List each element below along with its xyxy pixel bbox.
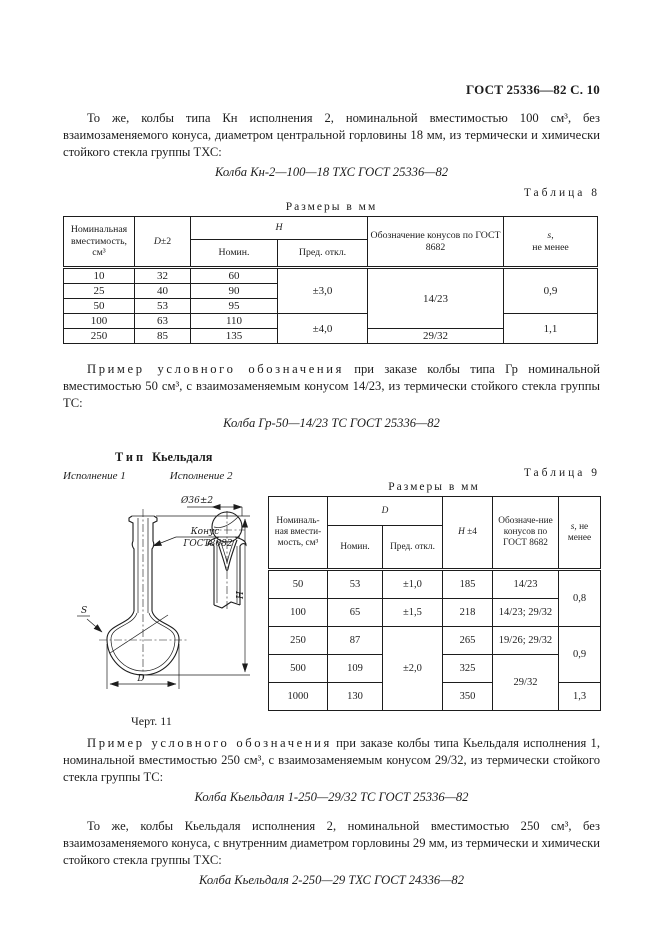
dim-d-label: D (137, 674, 145, 684)
cell-capacity: 1000 (269, 683, 328, 711)
paragraph-example-gr (63, 361, 600, 412)
cell-capacity: 250 (269, 627, 328, 655)
execution-2-label: Исполнение 2 (169, 470, 233, 482)
table9-row (269, 627, 601, 655)
cell-cone: 19/26; 29/32 (493, 627, 559, 655)
cell-h-deviation: ±4,0 (278, 314, 368, 344)
column-header-cone: Обозначение конусов по ГОСТ 8682 (368, 217, 504, 268)
cell-cone: 29/32 (368, 329, 504, 344)
table8-row (64, 314, 598, 329)
figure-column (63, 450, 268, 729)
table8-units-label: Размеры в мм (285, 201, 378, 213)
cone-note-line1: Конус (190, 527, 220, 537)
cell-h: 218 (443, 599, 493, 627)
cell-cone: 14/23; 29/32 (493, 599, 559, 627)
cell-d: 53 (135, 299, 191, 314)
table9-column (268, 450, 600, 729)
cone-note-line2: ГОСТ8682 (183, 539, 233, 549)
cell-h: 110 (191, 314, 278, 329)
example-designation-1: Колба Кн-2—100—18 ТХС ГОСТ 25336—82 (214, 165, 449, 179)
paragraph-kjeldahl-2 (63, 818, 600, 869)
execution-1-label: Исполнение 1 (63, 470, 126, 482)
dim-s-label: S (81, 606, 88, 616)
dim-h-label: H (236, 591, 246, 599)
cell-capacity: 50 (64, 299, 135, 314)
cell-capacity: 25 (64, 284, 135, 299)
table9-row (269, 599, 601, 627)
column-header-d-deviation: Пред. откл. (383, 526, 443, 570)
cell-h: 185 (443, 570, 493, 599)
column-header-d: D±2 (135, 217, 191, 268)
cell-d: 63 (135, 314, 191, 329)
cell-d-deviation: ±1,5 (383, 599, 443, 627)
table9-units-label: Размеры в мм (388, 481, 480, 493)
cell-capacity: 500 (269, 655, 328, 683)
column-header-d: D (328, 497, 443, 526)
dimension-s (77, 606, 102, 632)
cell-s: 0,9 (559, 627, 601, 683)
spaced-lead-text: Пример условного обозначения (87, 736, 332, 750)
table8-row (64, 268, 598, 284)
example-designation-3: Колба Кьельдаля 1-250—29/32 ТС ГОСТ 25336—82 (194, 790, 469, 804)
table9-label: Таблица 9 (523, 467, 600, 479)
example-designation-4: Колба Кьельдаля 2-250—29 ТХС ГОСТ 24336—82 (198, 873, 465, 887)
figure-type-heading: Тип Кьельдаля (115, 450, 213, 464)
execution-labels (63, 469, 268, 483)
column-header-capacity: Номиналь-ная вмести-мость, см³ (269, 497, 328, 570)
cell-d-nominal: 130 (328, 683, 383, 711)
cell-h: 325 (443, 655, 493, 683)
column-header-s: s, не менее (504, 217, 598, 268)
column-header-cone: Обозначе-ние конусов по ГОСТ 8682 (493, 497, 559, 570)
figure-and-table9-section (63, 450, 600, 729)
cell-d-deviation: ±1,0 (383, 570, 443, 599)
cell-capacity: 10 (64, 268, 135, 284)
cell-h: 135 (191, 329, 278, 344)
cell-d-nominal: 87 (328, 627, 383, 655)
column-header-s: s, не менее (559, 497, 601, 570)
cell-d: 40 (135, 284, 191, 299)
paragraph-example-kjeldahl (63, 735, 600, 786)
column-header-h-deviation: Пред. откл. (278, 240, 368, 268)
cell-cone: 14/23 (493, 570, 559, 599)
cell-d-nominal: 65 (328, 599, 383, 627)
paragraph-text: То же, колбы типа Кн исполнения 2, номинальной вместимостью 100 см³, без взаимозаменяемого конуса, диаметром центральной горловины 18 мм, из термически и химически стойкого стекла группы ТХС: (63, 111, 600, 159)
cell-s: 1,1 (504, 314, 598, 344)
paragraph-kn-flask (63, 110, 600, 161)
cell-capacity: 100 (64, 314, 135, 329)
cell-s: 1,3 (559, 683, 601, 711)
dim-diameter-label: Ø36±2 (181, 496, 214, 506)
table8-label: Таблица 8 (523, 187, 600, 199)
column-header-h-nominal: Номин. (191, 240, 278, 268)
dimensions-table-9 (268, 496, 601, 711)
cell-capacity: 250 (64, 329, 135, 344)
cell-capacity: 100 (269, 599, 328, 627)
cell-d-nominal: 109 (328, 655, 383, 683)
cell-h-deviation: ±3,0 (278, 268, 368, 314)
paragraph-text: То же, колбы Кьельдаля исполнения 2, номинальной вместимостью 250 см³, без взаимозаменяемого конуса, с внутренним диаметром горловины 29 мм, из термически и химически стойкого стекла группы ТХС: (63, 819, 600, 867)
dimensions-table-8 (63, 216, 598, 344)
cell-d-deviation: ±2,0 (383, 627, 443, 711)
paragraph-text: при заказе колбы типа Гр номинальной вместимостью 50 см³, с взаимозаменяемым конусом 14/23, из термически стойкого стекла группы ТС: (63, 362, 600, 410)
figure-caption: Черт. 11 (131, 714, 172, 728)
cell-s: 0,9 (504, 268, 598, 314)
cell-h: 90 (191, 284, 278, 299)
cell-d: 85 (135, 329, 191, 344)
table9-row (269, 570, 601, 599)
cell-h: 265 (443, 627, 493, 655)
cell-d: 32 (135, 268, 191, 284)
cell-capacity: 50 (269, 570, 328, 599)
cell-h: 350 (443, 683, 493, 711)
cell-cone: 29/32 (493, 655, 559, 711)
example-designation-2: Колба Гр-50—14/23 ТС ГОСТ 25336—82 (223, 416, 440, 430)
cell-cone: 14/23 (368, 268, 504, 329)
cell-h: 95 (191, 299, 278, 314)
spaced-lead-text: Пример условного обозначения (87, 362, 344, 376)
flask-exec1-centerlines (99, 509, 187, 679)
cell-s: 0,8 (559, 570, 601, 627)
table8-header-row-1 (64, 217, 598, 240)
column-header-h: H (191, 217, 368, 240)
cell-d-nominal: 53 (328, 570, 383, 599)
page-header: ГОСТ 25336—82 С. 10 (466, 82, 600, 97)
column-header-d-nominal: Номин. (328, 526, 383, 570)
paragraph-text: при заказе колбы типа Кьельдаля исполнения 1, номинальной вместимостью 250 см³, с взаимозаменяемым конусом 29/32, из термически стойкого стекла группы ТС: (63, 736, 600, 784)
column-header-h: H ±4 (443, 497, 493, 570)
cell-h: 60 (191, 268, 278, 284)
column-header-capacity: Номинальная вместимость, см³ (64, 217, 135, 268)
table9-header-row-1 (269, 497, 601, 526)
kjeldahl-flask-drawing (63, 483, 268, 715)
